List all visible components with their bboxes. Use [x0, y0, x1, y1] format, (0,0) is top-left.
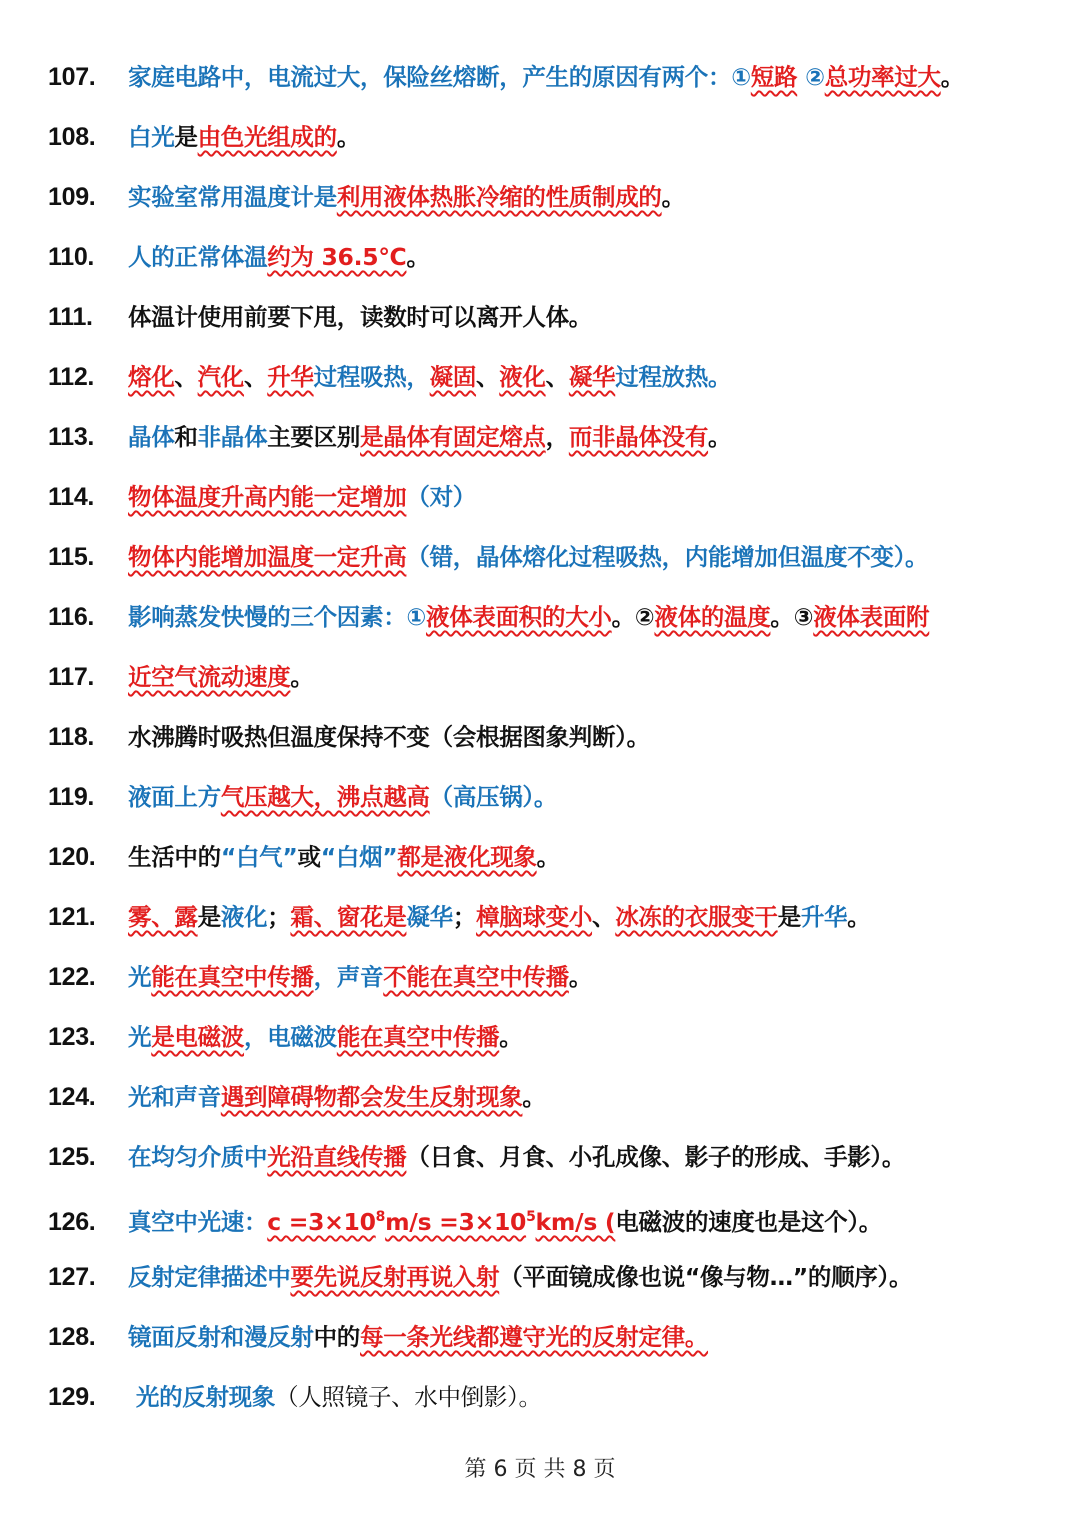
item-text: 遇到障碍物都会发生反射现象	[220, 1083, 523, 1111]
item-text: 。	[940, 63, 964, 91]
item-number: 111.	[48, 303, 93, 331]
item-text: 。③	[770, 603, 814, 631]
item-line	[48, 417, 1068, 457]
item-text: 汽化	[197, 363, 245, 391]
item-text: 。	[406, 243, 430, 271]
item-line	[48, 117, 1068, 157]
item-number: 121.	[48, 903, 96, 931]
item-text: 能在真空中传播	[336, 1023, 500, 1051]
item-line	[48, 1197, 1068, 1237]
item-text: 镜面反射和漫反射	[128, 1323, 314, 1351]
item-text: 不能在真空中传播	[383, 963, 569, 991]
item-text: 家庭电路中，电流过大，保险丝熔断，产生的原因有两个：①	[128, 63, 751, 91]
item-line	[48, 717, 1068, 757]
item-text: 液化	[220, 903, 268, 931]
item-text: 升华	[800, 903, 848, 931]
item-text: ；	[267, 903, 291, 931]
item-number: 110.	[48, 243, 95, 271]
item-text: 总功率过大	[824, 63, 941, 91]
item-text: ，电磁波	[244, 1023, 337, 1051]
item-text: 利用液体热胀冷缩的性质制成的	[336, 183, 662, 211]
item-text: 近空气流动速度	[128, 663, 291, 691]
item-text: 冰冻的衣服变干	[615, 903, 778, 931]
item-text: 。	[522, 1083, 546, 1111]
item-text: ，	[545, 423, 569, 451]
item-number: 128.	[48, 1323, 96, 1351]
item-text: 液体表面积的大小	[426, 603, 612, 631]
page-footer: 第 6 页 共 8 页	[464, 1457, 616, 1482]
item-text: 气压越大，沸点越高	[220, 783, 430, 811]
item-text: 是	[777, 903, 801, 931]
item-text: 体温计使用前要下甩，读数时可以离开人体。	[128, 303, 592, 331]
item-text: 光	[128, 1023, 152, 1051]
item-line	[48, 897, 1068, 937]
item-text: 凝华	[568, 363, 616, 391]
item-number: 113.	[48, 423, 95, 451]
item-text: 。	[290, 663, 314, 691]
item-text: 、	[545, 363, 569, 391]
item-number: 123.	[48, 1023, 96, 1051]
item-text: （对）	[406, 483, 477, 511]
item-number: 122.	[48, 963, 96, 991]
item-text: 物体温度升高内能一定增加	[128, 483, 407, 511]
item-text: 在均匀介质中	[128, 1143, 268, 1171]
item-text: 电磁波的速度也是这个）。	[615, 1207, 883, 1236]
item-number: 108.	[48, 123, 96, 151]
item-text: 晶体	[128, 423, 175, 451]
item-text: 。	[847, 903, 871, 931]
item-text: 是	[197, 903, 221, 931]
item-line	[48, 1017, 1068, 1057]
item-text: 熔化	[128, 363, 175, 391]
item-text: 物体内能增加温度一定升高	[128, 543, 407, 571]
item-number: 109.	[48, 183, 96, 211]
item-text: 反射定律描述中	[128, 1263, 291, 1291]
item-line	[48, 597, 1068, 637]
item-text: 、	[476, 363, 500, 391]
item-text: 。	[336, 123, 361, 151]
item-text: 非晶体	[197, 423, 268, 451]
item-text: 都是液化现象	[397, 843, 537, 871]
item-text: “白气”	[220, 843, 298, 871]
item-text: 液体表面附	[813, 603, 930, 631]
item-line	[48, 1377, 1068, 1417]
item-line	[48, 777, 1068, 817]
item-text: 光和声音	[128, 1083, 221, 1111]
item-number: 119.	[48, 783, 95, 811]
item-text: 雾、露	[128, 903, 198, 931]
item-text: 霜、窗花是	[290, 903, 407, 931]
item-line	[48, 837, 1068, 877]
item-line	[48, 1077, 1068, 1117]
item-text: c =3×10	[267, 1207, 376, 1236]
item-text: 光沿直线传播	[267, 1143, 407, 1171]
item-text: 人的正常体温	[128, 243, 268, 271]
item-text: 由色光组成的	[197, 123, 337, 151]
item-number: 124.	[48, 1083, 96, 1111]
item-text: 影响蒸发快慢的三个因素：①	[128, 603, 426, 631]
item-text: 实验室常用温度计是	[128, 183, 337, 211]
item-number: 116.	[48, 603, 95, 631]
item-text: 光的反射现象	[128, 1383, 276, 1411]
item-number: 118.	[48, 723, 95, 751]
item-text: 是晶体有固定熔点	[360, 423, 546, 451]
item-text: （高压锅）。	[429, 783, 558, 811]
item-number: 114.	[48, 483, 95, 511]
item-text: 。	[661, 183, 685, 211]
item-text: 过程放热。	[615, 363, 732, 391]
item-number: 125.	[48, 1143, 96, 1171]
item-text: “白烟”	[320, 843, 398, 871]
item-text: 樟脑球变小	[476, 903, 593, 931]
item-text: 过程吸热，	[313, 363, 430, 391]
item-text: 是电磁波	[151, 1023, 245, 1051]
item-text: 8	[375, 1209, 386, 1225]
item-text: 5	[526, 1209, 536, 1225]
item-line	[48, 1137, 1068, 1177]
item-text: 而非晶体没有	[568, 423, 709, 451]
item-line	[48, 297, 1068, 337]
item-text: 主要区别	[267, 423, 361, 451]
item-number: 115.	[48, 543, 95, 571]
item-number: 107.	[48, 63, 96, 91]
item-text: 或	[297, 843, 321, 871]
item-text: （平面镜成像也说“像与物…”的顺序）。	[499, 1263, 913, 1291]
item-number: 127.	[48, 1263, 96, 1291]
item-text: 。②	[611, 603, 655, 631]
item-text: 液面上方	[128, 783, 221, 811]
item-text: 凝固	[429, 363, 477, 391]
item-line	[48, 1257, 1068, 1297]
item-line	[48, 57, 1068, 97]
item-text: 光	[128, 963, 152, 991]
item-line	[48, 177, 1068, 217]
item-text: 生活中的	[128, 843, 221, 871]
item-text: ；	[452, 903, 477, 931]
item-text: 、	[592, 903, 616, 931]
item-line	[48, 957, 1068, 997]
item-text: 能在真空中传播	[151, 963, 314, 991]
item-number: 129.	[48, 1383, 96, 1411]
item-line	[48, 1317, 1068, 1357]
item-number: 126.	[48, 1207, 96, 1236]
item-text: 要先说反射再说入射	[290, 1263, 500, 1291]
item-line	[48, 237, 1068, 277]
item-text: 水沸腾时吸热但温度保持不变（会根据图象判断）。	[128, 723, 650, 751]
item-number: 112.	[48, 363, 95, 391]
item-text: km/s (	[535, 1207, 616, 1236]
item-text: 。	[708, 423, 732, 451]
item-text: （日食、月食、小孔成像、影子的形成、手影）。	[406, 1143, 906, 1171]
item-text: 。	[499, 1023, 523, 1051]
item-text: 、	[244, 363, 268, 391]
item-text: 短路	[750, 63, 798, 91]
item-text: 中的	[313, 1323, 361, 1351]
item-text: m/s =3×10	[385, 1207, 527, 1236]
item-text: 升华	[267, 363, 314, 391]
item-text: （错，晶体熔化过程吸热，内能增加但温度不变）。	[406, 543, 929, 571]
item-text: 液体的温度	[654, 603, 771, 631]
item-text: 真空中光速：	[128, 1207, 268, 1236]
item-text: 每一条光线都遵守光的反射定律。	[360, 1323, 709, 1351]
item-text: 是	[174, 123, 198, 151]
item-text: 。	[536, 843, 560, 871]
item-number: 120.	[48, 843, 96, 871]
item-line	[48, 477, 1068, 517]
item-number: 117.	[48, 663, 95, 691]
item-text: 白光	[128, 123, 175, 151]
item-text: 和	[174, 423, 198, 451]
item-text: 约为 36.5℃	[267, 243, 407, 271]
item-text: 液化	[499, 363, 546, 391]
item-text: 、	[174, 363, 198, 391]
item-text: 凝华	[406, 903, 453, 931]
item-text: ②	[797, 63, 825, 91]
item-text: （人照镜子、水中倒影）。	[275, 1383, 542, 1411]
item-text: 。	[568, 963, 593, 991]
item-line	[48, 357, 1068, 397]
item-text: ，声音	[313, 963, 384, 991]
item-line	[48, 657, 1068, 697]
item-line	[48, 537, 1068, 577]
